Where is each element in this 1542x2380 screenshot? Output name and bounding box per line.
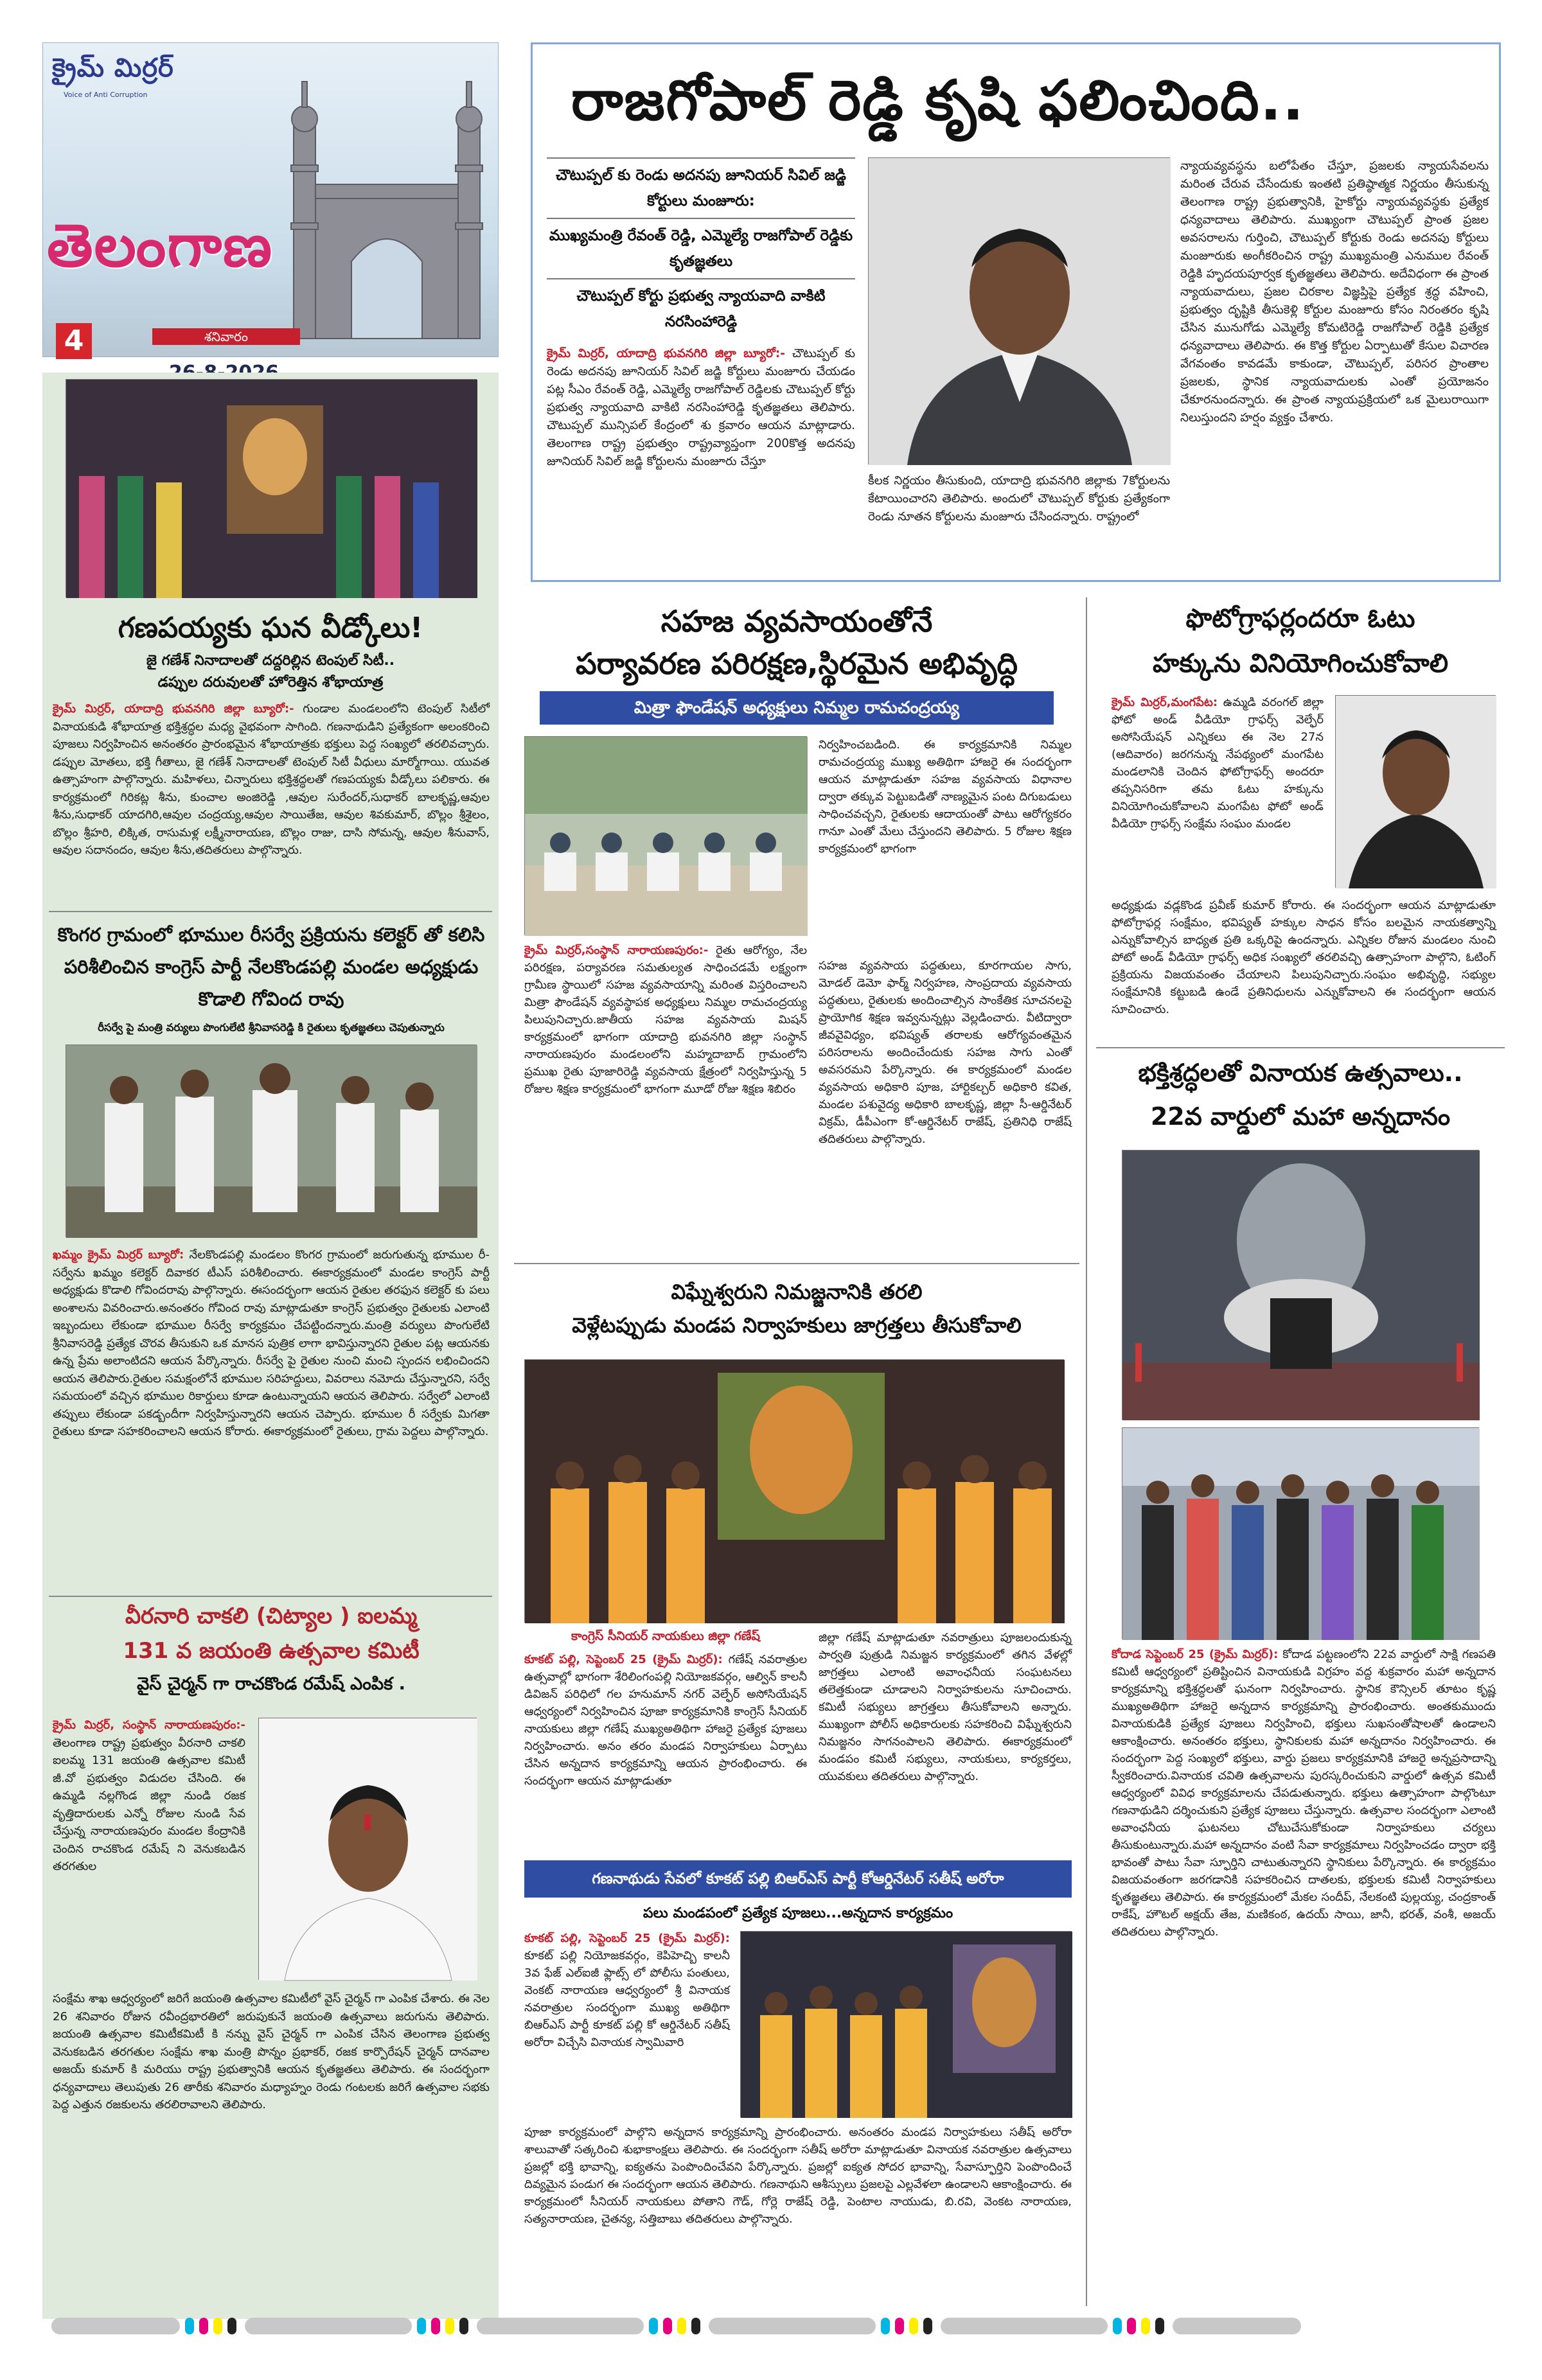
vinayaka-idol-photo — [1122, 1150, 1479, 1420]
ilamma-headline-2: 131 వ జయంతి ఉత్సవాల కమిటీ — [123, 1638, 420, 1664]
ilamma-sub: వైస్ చైర్మన్ గా రాచకొండ రమేష్ ఎంపిక . — [137, 1674, 405, 1694]
lead-dateline: క్రైమ్ మిర్రర్, యాదాద్రి భువనగిరి జిల్లా బ్యూరో:- — [547, 347, 785, 360]
lead-deck-1: చౌటుప్పల్ కు రెండు అదనపు జూనియర్ సివిల్ జడ్జి కోర్టులు మంజూరు: — [547, 157, 855, 214]
farming-headline-2: పర్యావరణ పరిరక్షణ,స్థిరమైన అభివృద్ధి — [576, 646, 1018, 681]
lead-story — [531, 42, 1501, 582]
lead-body-right: న్యాయవ్యవస్థను బలోపేతం చేస్తూ, ప్రజలకు న్యాయసేవలను మరింత చేరువ చేసేందుకు ఇంతటి ప్రతిష్ఠాత్మక నిర్ణయం తీసుకున్న తెలంగాణ రాష్ట్ర ప్రభుత్వానికి, హైకోర్టు న్యాయవ్యవస్థకు ప్రత్యేక ధన్యవాదాలు తెలిపారు. ముఖ్యంగా చౌటుప్పల్ ప్రాంత ప్రజల అవసరాలను గుర్తించి, చౌటుప్పల్ కోర్టుకు రెండు అదనపు కోర్టులు మంజూరుకు అంగీకరించిన రాష్ట్ర ముఖ్యమంత్రి ఎనుముల రేవంత్ రెడ్డికి హృదయపూర్వక కృతజ్ఞతలు తెలిపారు. అదేవిధంగా ఈ ప్రాంత న్యాయవాదులు, ప్రజల చిరకాల విజ్ఞప్తిపై ప్రత్యేక శ్రద్ధ వహించి, ప్రభుత్వం దృష్టికి తీసుకెళ్లి కోర్టుల మంజూరు కోసం నిరంతరం కృషి చేసిన మునుగోడు ఎమ్మెల్యే కోమటిరెడ్డి రాజగోపాల్ రెడ్డికి ప్రత్యేక ధన్యవాదాలు తెలిపారు. ఈ కొత్త కోర్టుల ఏర్పాటుతో కేసుల విచారణ వేగవంతం కావడమే కాకుండా, చౌటుప్పల్, పరిసర ప్రాంతాల ప్రజలకు, స్థానిక న్యాయవాదులకు ఎంతో ప్రయోజనం చేకూరనుందన్నారు. ఈ ప్రాంత న్యాయప్రక్రియలో ఒక మైలురాయిగా నిలుస్తుందని హర్షం వ్యక్తం చేశారు. — [1180, 159, 1489, 425]
ilamma-headline-1: వీరనారి చాకలి (చిట్యాల ) ఐలమ్మ — [125, 1603, 418, 1629]
vinayaka-annadanam-photo — [1122, 1427, 1479, 1639]
collector-sub: రీసర్వే పై మంత్రి వర్యులు పొంగులేటి శ్రీనివాసరెడ్డి కి రైతులు కృతజ్ఞతలు చెపుతున్నారు — [98, 1021, 445, 1034]
vinayaka-body: కోదాడ సెప్టెంబర్ 25 (క్రైమ్ మిర్రర్): కోదాడ పట్టణంలోని 22వ వార్డులో సాక్షి గణపతి కమిటీ ఆధ్వర్యంలో ప్రతిష్టించిన వినాయకుడి విగ్రహం వద్ద శుక్రవారం మహా అన్నదాన కార్యక్రమాన్ని భక్తిశ్రద్ధలతో ఘనంగా నిర్వహించారు. స్థానిక కౌన్సిలర్ తూటం కృష్ణ ముఖ్యఅతిథిగా హాజరై అన్నదాన కార్యక్రమాన్ని ప్రారంభించారు. అంతకుముందు వినాయకుడికి ప్రత్యేక పూజలు నిర్వహించి, భక్తులు సుఖసంతోషాలతో ఉండాలని ఆకాంక్షించారు. అనంతరం భక్తులు, స్థానికులకు మహా అన్నదానం నిర్వహించారు. ఈ సందర్భంగా పెద్ద సంఖ్యలో భక్తులు, వార్డు ప్రజలు కార్యక్రమానికి హాజరై అన్నప్రసాదాన్ని స్వీకరించారు.వినాయక చవితి ఉత్సవాలను పురస్కరించుకుని వార్డులో ఉత్సవ కమిటీ ఆధ్వర్యంలో వివిధ కార్యక్రమాలను చేపడుతున్నారు. భక్తులు ఉత్సాహంగా పాల్గొంటూ గణనాథుడిని దర్శించుకుని ప్రత్యేక పూజలు చేస్తున్నారు. ఉత్సవాల సందర్భంగా ఎలాంటి అవాంఛనీయ ఘటనలు చోటుచేసుకోకుండా నిర్వాహకులు చర్యలు తీసుకుంటున్నారు.మహా అన్నదానం వంటి సేవా కార్యక్రమాలు నిర్వహించడం ద్వారా భక్తి భావంతో పాటు సేవా స్ఫూర్తిని చాటుతున్నారని స్థానికులు పేర్కొన్నారు. ఈ కార్యక్రమం విజయవంతంగా జరగడానికి సహకరించిన దాతలకు, భక్తులకు కమిటీ నిర్వాహకులు కృతజ్ఞతలు తెలిపారు. ఈ కార్యక్రమంలో మేకల సందీప్, నేలకంటి పుల్లయ్య, చంద్రకాంత్ రాకేష్, హౌటల్ అక్షయ్ తేజ, మణికంఠ, ఉదయ్ సాయి, జానీ, భరత్, వంశీ, అజయ్ తదితరులు పాల్గొన్నారు. — [1112, 1648, 1496, 1939]
farming-body-right-top: నిర్వహించబడింది. ఈ కార్యక్రమానికి నిమ్మల రామచంద్రయ్య ముఖ్య అతిథిగా హాజరై ఈ సందర్భంగా ఆయన మాట్లాడుతూ సహజ వ్యవసాయ విధానాల ద్వారా తక్కువ పెట్టుబడితో నాణ్యమైన పంట దిగుబడులు సాధించవచ్చని, రైతులకు ఆదాయంతో పాటు ఆరోగ్యకరం గానూ ఎంతో మేలు చేస్తుందని తెలిపారు. 5 రోజుల శిక్షణ కార్యక్రమంలో భాగంగా — [819, 738, 1072, 856]
farming-body-right: సహజ వ్యవసాయ పద్ధతులు, కూరగాయల సాగు, మోడల్ డెమో ఫార్మ్ నిర్వహణ, సాంప్రదాయ వ్యవసాయ పద్ధతులు, రైతులకు అందించాల్సిన సాంకేతిక సూచనలపై ప్రాయోగిక శిక్షణ ఇవ్వనున్నట్లు వెల్లడించారు. వీటిద్వారా జీవవైవిధ్యం, భవిష్యత్ తరాలకు ఆరోగ్యవంతమైన పరిసరాలను అందించేందుకు సహజ సాగు ఎంతో అవసరమని పేర్కొన్నారు. ఈ కార్యక్రమంలో మండల వ్యవసాయ అధికారి పూజ, హార్టికల్చర్ అధికారి కవిత, మండల పశువైద్య అధికారి బాలకృష్ణ, జిల్లా సీ-ఆర్డినేటర్ విక్రమ్, డీపీఎంగా కో-ఆర్డినేటర్ రాజేష్, ప్రతినిధి రాజేష్ తదితరులు పాల్గొన్నారు. — [819, 959, 1072, 1146]
middle-column — [514, 597, 1079, 2319]
right-column — [1096, 597, 1505, 2319]
farming-photo — [524, 736, 807, 935]
kukatpally-sub: పలు మండపంలో ప్రత్యేక పూజలు...అన్నదాన కార్యక్రమం — [642, 1905, 953, 1921]
ganapati-sub-2: డప్పుల దరువులతో హోరెత్తిన శోభాయాత్ర — [157, 674, 384, 691]
divider — [514, 1263, 1079, 1264]
ilamma-body: సంక్షేమ శాఖ ఆధ్వర్యంలో జరిగే జయంతి ఉత్సవాల కమిటీలో వైస్ చైర్మన్ గా ఎంపిక చేశారు. ఈ నెల 26 శనివారం రోజున రవీంద్రభారతిలో జరుపుకునే జయంతి ఉత్సవాలు జరుగును తెలిపారు. జయంతి ఉత్సవాల కమిటీకమిటీ కి నన్ను వైస్ చైర్మన్ గా ఎంపిక చేసిన తెలంగాణ ప్రభుత్వ వెనుకబడిన తరగతుల సంక్షేమ శాఖ మంత్రి పొన్నం ప్రభాకర్, రజక కార్పొరేషన్ చైర్మన్ దానవాల అజయ్ కుమార్ కి మరియు రాష్ట్ర ప్రభుత్వానికి ఆయన కృతజ్ఞతలు తెలిపారు. ఈ సందర్భంగా ధన్యవాదాలు తెలుపుతు 26 తారీకు శనివారం మధ్యాహ్నం రెండు గంటలకు జరిగే ఉత్సవాల సభకు పెద్ద ఎత్తున రజకులను తరలిరావాలని తెలిపారు. — [53, 1992, 490, 2111]
vinayaka-headline-2: 22వ వార్డులో మహా అన్నదానం — [1150, 1102, 1451, 1131]
brand-tagline: Voice of Anti Corruption — [64, 91, 148, 99]
immersion-body-left: కూకట్ పల్లి, సెప్టెంబర్ 25 (క్రైమ్ మిర్రర్): గణేష్ నవరాత్రుల ఉత్సవాల్లో భాగంగా శేరిలింగంపల్లి నియోజకవర్గం, ఆల్విన్ కాలనీ డివిజన్ పరిధిలో గల హనుమాన్ నగర్ వెల్ఫేర్ అసోసియేషన్ ఆధ్వర్యంలో నిర్వహించిన పూజా కార్యక్రమానికి కాంగ్రెస్ సీనియర్ నాయకులు జిల్లా గణేష్ ముఖ్యఅతిథిగా హాజరై ప్రత్యేక పూజలు నిర్వహించారు. అనం తరం మండప నిర్వాహకులు ఏర్పాటు చేసిన అన్నదాన కార్యక్రమాన్ని ఆయన ప్రారంభించారు. ఈ సందర్భంగా ఆయన మాట్లాడుతూ — [524, 1653, 807, 1788]
masthead — [42, 42, 499, 357]
kukatpally-photo — [740, 1931, 1072, 2117]
immersion-headline-2: వెళ్లేటప్పుడు మండప నిర్వాహకులు జాగ్రత్తలు తీసుకోవాలి — [572, 1313, 1022, 1337]
ilamma-photo-portrait — [258, 1718, 477, 1980]
ganapati-headline: గణపయ్యకు ఘన వీడ్కోలు! — [118, 612, 423, 644]
divider — [49, 1596, 492, 1597]
kukatpally-body-side: కూకట్ పల్లి, సెప్టెంబర్ 25 (క్రైమ్ మిర్రర్): కూకట్ పల్లి నియోజకవర్గం, కెపిహెచ్బి కాలనీ 3వ ఫేజ్ ఎల్ఐజీ ఫ్లాట్స్ లో పోలీసు పంతులు, వెంకట్ నారాయణ ఆధ్వర్యంలో శ్రీ వినాయక నవరాత్రుల సందర్భంగా ముఖ్య అతిథిగా బిఆర్ఎస్ పార్టీ కూకట్ పల్లి కో ఆర్డినేటర్ సతీష్ అరోరా విచ్చేసి వినాయక స్వామివారి — [524, 1932, 730, 2049]
immersion-photo — [524, 1359, 1064, 1623]
charminar-illustration — [281, 69, 493, 339]
weekday: శనివారం — [152, 328, 300, 345]
lead-deck-2: ముఖ్యమంత్రి రేవంత్ రెడ్డి, ఎమ్మెల్యే రాజగోపాల్ రెడ్డికు కృతజ్ఞతలు — [547, 218, 855, 274]
ganapati-photo — [66, 379, 477, 597]
photographers-body-side: క్రైమ్ మిర్రర్,మంగపేట: ఉమ్మడి వరంగల్ జిల్లా ఫోటో అండ్ వీడియో గ్రాఫర్స్ వెల్ఫేర్ అసోసియేషన్ ఎన్నికలు ఈ నెల 27న (ఆదివారం) జరగనున్న నేపథ్యంలో మంగపేట మండలానికి చెందిన ఫోటోగ్రాఫర్స్ అందరూ తప్పనిసరిగా తమ ఓటు హక్కును వినియోగించుకోవాలని మంగపేట ఫోటో అండ్ వీడియో గ్రాఫర్స్ సంక్షేమ సంఘం మండల — [1112, 696, 1324, 831]
divider — [1096, 1047, 1505, 1048]
ilamma-body-side: క్రైమ్ మిర్రర్, సంస్థాన్ నారాయణపురం:- తెలంగాణ రాష్ట్ర ప్రభుత్వం వీరనారి చాకలి ఐలమ్మ 131 జయంతి ఉత్సవాల కమిటీ జీ.వో ప్రభుత్వం విడుదల చేసింది. ఈ ఉమ్మడి నల్లగొండ జిల్లా నుండి రజక వృత్తిదారులకు ఎన్నో రోజుల నుండి సేవ చేస్తున్న నారాయణపురం మండల కేంద్రానికి చెందిన రాచకొండ రమేష్ ని వెనుకబడిన తరగతుల — [53, 1718, 245, 1873]
immersion-caption: కాంగ్రెస్ సీనియర్ నాయకులు జిల్లా గణేష్ — [571, 1629, 760, 1643]
kukatpally-banner: గణనాథుడు సేవలో కూకట్ పల్లి బిఆర్ఎస్ పార్టీ కోఆర్డినేటర్ సతీష్ అరోరా — [524, 1860, 1072, 1898]
photographers-body: అధ్యక్షుడు వడ్లకొండ ప్రవీణ్ కుమార్ కోరారు. ఈ సందర్భంగా ఆయన మాట్లాడుతూ ఫోటోగ్రాఫర్ల సంక్షేమం, భవిష్యత్ హక్కుల సాధన కోసం బలమైన నాయకత్వాన్ని ఎన్నుకోవాల్సిన బాధ్యత ప్రతి ఒక్కరిపై ఉందన్నారు. ఎన్నికల రోజున మండలం నుంచి పోటో అండ్ వీడియో గ్రాఫర్స్ అధిక సంఖ్యలో తరలివచ్చి ఉత్సాహంగా పాల్గొని, ఓటింగ్ ప్రక్రియను విజయవంతం చేయాలని పిలుపునిచ్చారు.సంఘం అభివృద్ధి, సభ్యుల సంక్షేమానికి కట్టుబడి ఉండే ప్రతినిధులను ఎన్నుకోవాలని ఈ సందర్భంగా ఆయన సూచించారు. — [1112, 899, 1496, 1016]
ganapati-body: క్రైమ్ మిర్రర్, యాదాద్రి భువనగిరి జిల్లా బ్యూరో:- గుండాల మండలంలోని టెంపుల్ సిటీలో వినాయకుడి శోభాయాత్ర భక్తిశ్రద్ధల మధ్య వైభవంగా సాగింది. గణనాథుడిని ప్రత్యేకంగా అలంకరించి పూజలు నిర్వహించిన అనంతరం ప్రారంభమైన శోభాయాత్రకు భక్తులు పెద్ద సంఖ్యలో తరలివచ్చారు. డప్పుల మోతలు, భక్తి గీతాలు, జై గణేశ్ నినాదాలతో టెంపుల్ సిటీ వీధులు మార్మోగాయి. యువత ఉత్సాహంగా పాల్గొన్నారు. మహిళలు, చిన్నారులు భక్తిశ్రద్ధలతో గణపయ్యకు వీడ్కోలు పలికారు. ఈ కార్యక్రమంలో గిరికట్ల శీను, కుంచాల అంజిరెడ్డి ,ఆవుల సురేందర్,సుధాకర్ బాలకృష్ణ,ఆవుల శీను,సుధాకర్ యాదగిరి,ఆవుల చంద్రయ్య,ఆవుల సాయితేజ, ఆవుల శివకుమార్, బొల్లం శ్రీశైలం, బొల్లం శ్రీహరి, లిక్కిత, రాసుమళ్ల లక్ష్మీనారాయణ, బొల్లం రాజు, దాసి సోమన్న, ఆవుల శీనువాస్, ఆవుల సదానందం, ఆవుల శీను,తదితరులు పాల్గొన్నారు. — [53, 702, 490, 857]
collector-body: ఖమ్మం క్రైమ్ మిర్రర్ బ్యూరో: నేలకొండపల్లి మండలం కొంగర గ్రామంలో జరుగుతున్న భూముల రీ-సర్వేను ఖమ్మం కలెక్టర్ దివాకర టీఎస్ పరిశీలించారు. ఈకార్యక్రమంలో మండల కాంగ్రెస్ పార్టీ అధ్యక్షుడు కొడాలి గోవిందరావు పాల్గొన్నారు. ఈసందర్భంగా ఆయన రైతుల తరఫున కలెక్టర్ కు పలు అంశాలను వివరించారు.అనంతరం గోవింద రావు మాట్లాడుతూ కాంగ్రెస్ ప్రభుత్వం రైతులకు ఎలాంటి ఇబ్బందులు లేకుండా భూముల రీసర్వే కార్యక్రమం చేపట్టిందన్నారు.మంత్రి వర్యులు పొంగులేటి శ్రీనివాసరెడ్డి ప్రత్యేక చొరవ తీసుకుని ఒక మానస పుత్రిక లాగా భావిస్తున్నారని రైతుల పట్ల ఆయనకు ఉన్న ప్రేమ అలాంటిదని ఆయన పేర్కొన్నారు. రీసర్వే పై రైతుల నుంచి మంచి స్పందన లభించిందని ఆయన తెలిపారు.రైతుల సమక్షంలోనే భూముల సరిహద్దులు, వివరాలు నమోదు చేస్తున్నారని, సర్వే సమయంలో వచ్చిన భూముల రికార్డులు కూడా ఉంటున్నాయని ఆయన తెలిపారు. సర్వేలో ఎలాంటి తప్పులు లేకుండా పకడ్బందీగా నిర్వహిస్తున్నారని ఆయన చెప్పారు. భూముల రీ సర్వేకు మిగతా రైతులు కూడా సహకరించాలని ఆయన కోరారు. ఈకార్యక్రమంలో రైతులు, గ్రామ పెద్దలు పాల్గొన్నారు. — [53, 1248, 490, 1438]
farming-body-left: క్రైమ్ మిర్రర్,సంస్థాన్ నారాయణపురం:- రైతు ఆరోగ్యం, నేల పరిరక్షణ, పర్యావరణ సమతుల్యత సాధించడమే లక్ష్యంగా గ్రామీణ స్థాయిలో సహజ వ్యవసాయాన్ని మరింత విస్తరించాలని మిత్రా ఫౌండేషన్ వ్యవస్థాపక అధ్యక్షులు నిమ్మల రామచంద్రయ్య పిలుపునిచ్చారు.జాతీయ సహజ వ్యవసాయ మిషన్ కార్యక్రమంలో భాగంగా యాదాద్రి భువనగిరి జిల్లా సంస్థాన్ నారాయణపురం మండలంలోని మహ్మదాబాద్ గ్రామంలోని ప్రముఖ రైతు పూజారిరెడ్డి వ్యవసాయ క్షేత్రంలో నిర్వహిస్తున్న 5 రోజుల శిక్షణ కార్యక్రమంలో భాగంగా మూడో రోజు శిక్షణ శిబిరం — [524, 944, 807, 1096]
photographers-photo-portrait — [1335, 695, 1496, 888]
vinayaka-headline-1: భక్తిశ్రద్ధలతో వినాయక ఉత్సవాలు.. — [1138, 1059, 1463, 1087]
farming-headline-1: సహజ వ్యవసాయంతోనే — [660, 604, 933, 639]
immersion-body-right: జిల్లా గణేష్ మాట్లాడుతూ నవరాత్రులు పూజలందుకున్న పార్వతి పుత్రుడి నిమజ్జన కార్యక్రమంలో తగిన వేళల్లో జాగ్రత్తలు ఎలాంటి అవాంఛనీయ సంఘటనలు తలెత్తకుండా చూడాలని నిర్వాహకులను సూచించారు. కమిటీ సభ్యులు జాగ్రత్తలు తీసుకోవాలని అన్నారు. ముఖ్యంగా పోలీస్ అధికారులకు సహకరించి విఘ్నేశ్వరుని నిమజ్జనం సాగనంపాలని తెలిపారు. ఈకార్యక్రమంలో మండపం కమిటీ సభ్యులు, నాయకులు, కార్యకర్తలు, యువకులు తదితరులు పాల్గొన్నారు. — [819, 1631, 1072, 1783]
brand-logo: క్రైమ్ మిర్రర్ — [52, 53, 174, 83]
left-column — [42, 373, 499, 2319]
divider — [49, 911, 492, 912]
lead-body-left: క్రైమ్ మిర్రర్, యాదాద్రి భువనగిరి జిల్లా బ్యూరో:- చౌటుప్పల్ కు రెండు అదనపు జూనియర్ సివిల్ జడ్జి కోర్టులు మంజూరు చేయడం పట్ల సీఎం రేవంత్ రెడ్డి, ఎమ్మెల్యే రాజగోపాల్ రెడ్డిలకు చౌటుప్పల్ కోర్టు ప్రభుత్వ న్యాయవాది వాకిటి నరసింహారెడ్డి కృతజ్ఞతలు తెలిపారు. చౌటుప్పల్ మున్సిపల్ కేంద్రంలో శు క్రవారం ఆయన మాట్లాడారు. తెలంగాణ రాష్ట్ర ప్రభుత్వం రాష్ట్రవ్యాప్తంగా 200కొత్త అదనపు జూనియర్ సివిల్ జడ్జి కోర్టులను మంజూరు చేస్తూ — [547, 347, 855, 468]
page-number: 4 — [56, 323, 92, 359]
lead-photo-portrait — [868, 157, 1170, 464]
lead-deck-3: చౌటుప్పల్ కోర్టు ప్రభుత్వ న్యాయవాది వాకిటి నరసింహారెడ్డి — [547, 278, 855, 335]
photographers-headline-2: హక్కును వినియోగించుకోవాలి — [1152, 649, 1449, 678]
immersion-headline-1: విఘ్నేశ్వరుని నిమజ్జనానికి తరలి — [671, 1280, 923, 1304]
lead-body-middle: కీలక నిర్ణయం తీసుకుంది, యాదాద్రి భువనగిరి జిల్లాకు 7కోర్టులను కేటాయించారని తెలిపారు. అందులో చౌటుప్పల్ కోర్టుకు ప్రత్యేకంగా రెండు నూతన కోర్టులను మంజూరు చేసిందన్నారు. రాష్ట్రంలో — [868, 474, 1170, 524]
ganapati-sub-1: జై గణేశ్ నినాదాలతో దద్దరిల్లిన టెంపుల్ సిటీ.. — [146, 653, 395, 669]
column-rule — [1086, 597, 1087, 2306]
photographers-headline-1: ఫొటోగ్రాఫర్లందరూ ఓటు — [1185, 604, 1415, 633]
collector-headline: కొంగర గ్రామంలో భూముల రీసర్వే ప్రక్రియను కలెక్టర్ తో కలిసి పరిశీలించిన కాంగ్రెస్ పార్టీ నేలకొండపల్లి మండల అధ్యక్షుడు కొడాలి గోవింద రావు — [57, 924, 485, 1010]
lead-headline: రాజగోపాల్ రెడ్డి కృషి ఫలించింది.. — [571, 69, 1305, 133]
print-registration-strip — [51, 2318, 1491, 2340]
farming-banner: మిత్రా ఫౌండేషన్ అధ్యక్షులు నిమ్మల రామచంద్రయ్య — [540, 691, 1054, 725]
section-title: తెలంగాణ — [47, 211, 274, 280]
collector-photo — [66, 1045, 477, 1237]
kukatpally-body: పూజా కార్యక్రమంలో పాల్గొని అన్నదాన కార్యక్రమాన్ని ప్రారంభించారు. అనంతరం మండప నిర్వాహకులు సతీష్ అరోరా శాలువాతో సత్కరించి శుభాకాంక్షలు తెలిపారు. ఈ సందర్భంగా సతీష్ అరోరా మాట్లాడుతూ వినాయక నవరాత్రుల ఉత్సవాలు ప్రజల్లో భక్తి భావాన్ని, ఐక్యతను పెంపొందించేవని పేర్కొన్నారు. ప్రజల్లో ఐక్యత సోదర భావాన్ని, సేవాస్ఫూర్తిని పెంపొందించే దివ్యమైన పండుగ ఈ సందర్భంగా ఆయన తెలిపారు. గణనాథుని ఆశీస్సులు ప్రజలపై ఎల్లవేళలా ఉండాలని ఆకాంక్షించారు. ఈ కార్యక్రమంలో సీనియర్ నాయకులు పోతాని గౌడ్, గోర్లె రాజేష్ రెడ్డి, పెంటాల నాయుడు, బి.రవి, వెంకట నారాయణ, సత్యనారాయణ, చైతన్య, సత్తిబాబు తదితరులు పాల్గొన్నారు. — [524, 2126, 1072, 2226]
